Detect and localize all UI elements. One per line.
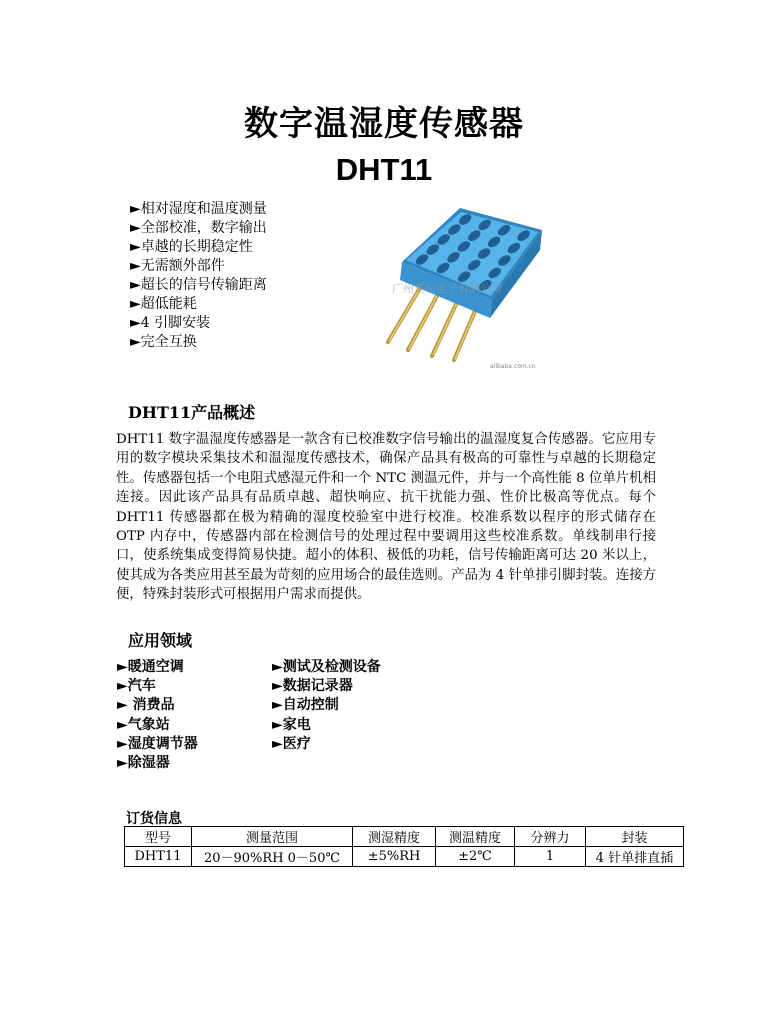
overview-text: DHT11 数字温湿度传感器是一款含有已校准数字信号输出的温湿度复合传感器。它应用专用的数字模块采集技术和温湿度传感技术，确保产品具有极高的可靠性与卓越的长期稳定性。传感器包括一个电阻式感湿元件和一个 NTC 测温元件，并与一个高性能 8 位单片机相连接。因此该产品具有品质卓越、超快响应、抗干扰能力强、性价比极高等优点。每个 DHT11 传感器都在极为精确的湿度校验室中进行校准。校准系数以程序的形式储存在 OTP 内存中，传感器内部在检测信号的处理过程中要调用这些校准系数。单线制串行接口，使系统集成变得简易快捷。超小的体积、极低的功耗，信号传输距离可达 20 米以上，使其成为各类应用甚至最为苛刻的应用场合的最佳选则。产品为 4 针单排引脚封装。连接方便，特殊封装形式可根据用户需求而提供。 <box>116 432 656 603</box>
overview-heading: DHT11产品概述 <box>128 403 256 422</box>
order-table-row <box>125 847 684 867</box>
document-title: 数字温湿度传感器 <box>244 104 524 144</box>
order-cell: ±2℃ <box>436 847 515 867</box>
application-row <box>117 752 457 771</box>
application-item: ►家电 <box>272 716 311 733</box>
applications-heading: 应用领域 <box>128 631 193 650</box>
order-cell: ±5%RH <box>353 847 436 867</box>
application-item: ►湿度调节器 <box>117 735 198 752</box>
feature-list <box>130 200 267 352</box>
feature-item: ►4 引脚安装 <box>130 315 211 331</box>
feature-item: ►超长的信号传输距离 <box>130 277 267 293</box>
order-header-cell: 测湿精度 <box>353 827 436 847</box>
order-cell: 1 <box>515 847 586 867</box>
application-item: ►数据记录器 <box>272 678 353 695</box>
application-item: ►医疗 <box>272 735 311 752</box>
feature-item: ►卓越的长期稳定性 <box>130 239 253 255</box>
order-cell: 20－90%RH 0－50℃ <box>192 847 353 867</box>
applications-list <box>117 656 457 771</box>
application-item: ►测试及检测设备 <box>272 659 381 675</box>
application-row <box>117 675 457 694</box>
application-row <box>117 714 457 733</box>
application-item: ►气象站 <box>117 716 170 733</box>
order-table-header-row <box>125 827 684 847</box>
order-header-cell: 测温精度 <box>436 827 515 847</box>
feature-item: ►无需额外部件 <box>130 258 225 274</box>
application-row <box>117 694 457 713</box>
order-header-cell: 测量范围 <box>192 827 353 847</box>
photo-watermark: 广州奥松电子有限公司 <box>392 282 502 295</box>
application-row <box>117 656 457 675</box>
order-table <box>124 826 684 867</box>
order-header-cell: 封装 <box>586 827 684 847</box>
feature-item: ►完全互换 <box>130 334 197 350</box>
application-row <box>117 733 457 752</box>
order-cell: 4 针单排直插 <box>586 847 684 867</box>
order-header-cell: 分辨力 <box>515 827 586 847</box>
application-item: ► 消费品 <box>117 697 175 714</box>
application-item: ►除湿器 <box>117 754 170 771</box>
model-name: DHT11 <box>335 152 433 187</box>
feature-item: ►超低能耗 <box>130 296 197 312</box>
feature-item: ►全部校准，数字输出 <box>130 220 267 236</box>
order-heading: 订货信息 <box>126 811 182 827</box>
photo-caption: alibaba.com.cn <box>490 363 536 370</box>
sensor-product-photo <box>372 200 552 373</box>
application-item: ►汽车 <box>117 678 156 695</box>
order-cell: DHT11 <box>125 847 192 867</box>
feature-item: ►相对湿度和温度测量 <box>130 201 267 217</box>
application-item: ►暖通空调 <box>117 659 184 675</box>
application-item: ►自动控制 <box>272 697 339 714</box>
order-header-cell: 型号 <box>125 827 192 847</box>
